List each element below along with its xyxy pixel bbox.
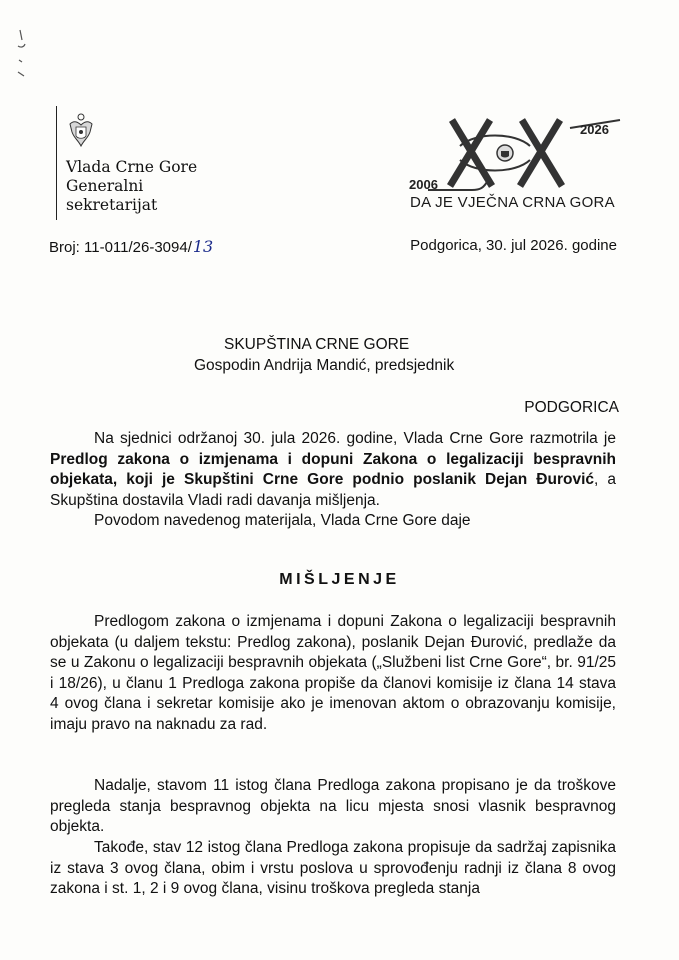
- document-title: MIŠLJENJE: [279, 571, 400, 588]
- addressee-city: PODGORICA: [524, 399, 619, 416]
- paragraph-2: [50, 511, 610, 532]
- org-line-1: Vlada Crne Gore: [66, 158, 198, 176]
- paragraph-3: [50, 612, 616, 735]
- coat-of-arms-icon: [66, 112, 96, 150]
- p4-text: Nadalje, stavom 11 istog člana Predloga zakona propisano je da troškove pregleda stanja bespravnog objekta na licu mjesta snosi vlasnik bespravnog objekta.: [50, 777, 616, 835]
- reference-handwritten: 13: [192, 237, 214, 256]
- org-line-2: Generalni: [66, 177, 144, 195]
- p2-text: Povodom navedenog materijala, Vlada Crne Gore daje: [94, 512, 471, 529]
- paragraph-1: [50, 429, 616, 511]
- header-divider: [56, 106, 57, 220]
- p1-bold-subject: Predlog zakona o izmjenama i dopuni Zakona o legalizaciji bespravnih objekata, koji je Skupštini Crne Gore podnio poslanik Dejan Đurović: [50, 450, 616, 488]
- org-line-3: sekretarijat: [66, 196, 158, 214]
- place-date: Podgorica, 30. jul 2026. godine: [410, 237, 617, 254]
- handwritten-mark-icon: [12, 26, 34, 86]
- logo-motto: DA JE VJEČNA CRNA GORA: [410, 194, 615, 211]
- paragraph-4: [50, 776, 616, 838]
- organization-name: [66, 158, 197, 215]
- paragraph-5: [50, 838, 616, 900]
- logo-year-right: 2026: [580, 122, 609, 137]
- logo-year-left: 2006: [409, 177, 438, 192]
- p3-text: Predlogom zakona o izmjenama i dopuni Zakona o legalizaciji bespravnih objekata (u daljem tekstu: Predlog zakona), poslanik Dejan Đurović, predlaže da se u Zakonu o legalizaciji bespravnih objekata („Službeni list Crne Gore“, br. 91/25 i 18/26), u članu 1 Predloga zakona propiše da članovi komisije iz člana 14 stava 4 ovog člana i sekretar komisije ako je imenovan aktom o obrazovanju komisije, imaju pravo na naknadu za rad.: [50, 613, 616, 733]
- addressee-person: Gospodin Andrija Mandić, predsjednik: [194, 357, 455, 374]
- addressee-institution: SKUPŠTINA CRNE GORE: [224, 336, 410, 353]
- reference-number: [49, 237, 213, 256]
- p5-text: Takođe, stav 12 istog člana Predloga zakona propisuje da sadržaj zapisnika iz stava 3 ovog člana, obim i vrstu poslova u sprovođenju radnji iz člana 8 ovog zakona i st. 1, 2 i 9 ovog člana, visinu troškova pregleda stanja: [50, 839, 616, 897]
- p1-text-start: Na sjednici održanoj 30. jula 2026. godine, Vlada Crne Gore razmotrila je: [94, 430, 616, 447]
- p1-text-end: , a Skupština dostavila Vladi radi davanja mišljenja.: [50, 471, 616, 509]
- reference-label: Broj: 11-011/26-3094/: [49, 239, 192, 256]
